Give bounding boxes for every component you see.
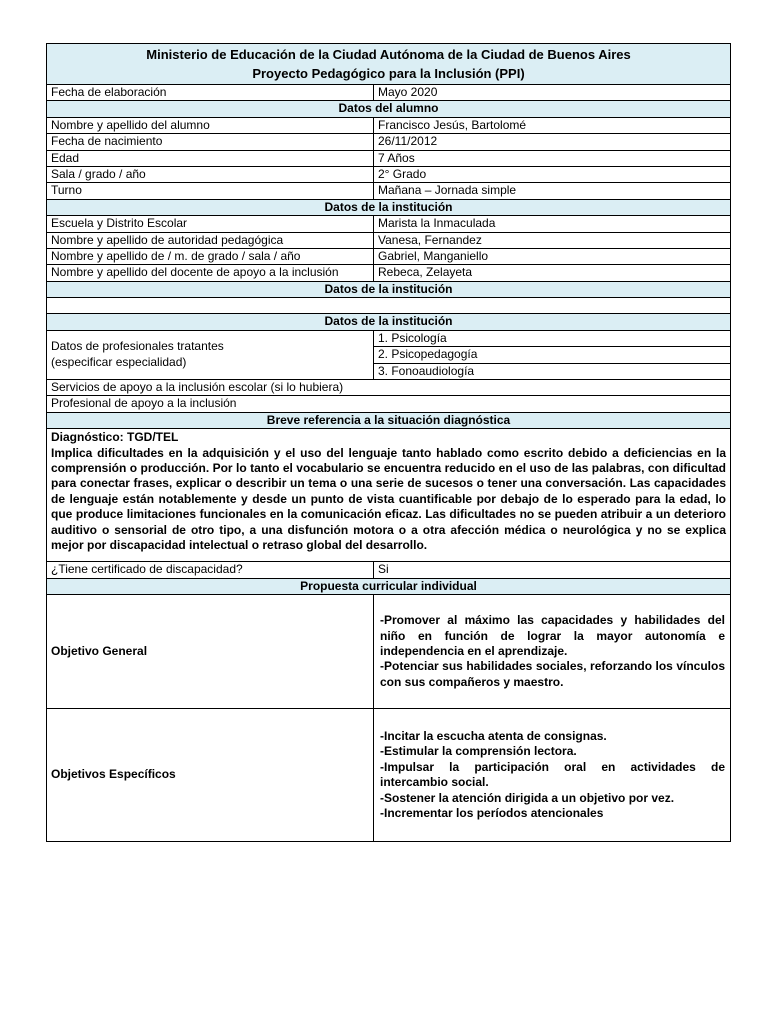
field-label: Fecha de nacimiento: [47, 134, 374, 150]
row-profesional-apoyo: [47, 396, 731, 412]
row-certificado: [47, 562, 731, 578]
profesional-item: 1. Psicología: [374, 330, 731, 346]
field-label: Turno: [47, 183, 374, 199]
objetivo-item: -Incitar la escucha atenta de consignas.: [380, 728, 607, 743]
row-alumno-grado: [47, 167, 731, 183]
objetivo-general-label: Objetivo General: [47, 595, 374, 709]
section-header-institucion-2: [47, 281, 731, 297]
row-docente-apoyo: [47, 265, 731, 281]
objetivos-especificos-content: [374, 709, 731, 842]
section-title: Datos de la institución: [47, 314, 731, 330]
field-value: Rebeca, Zelayeta: [374, 265, 731, 281]
row-servicios: [47, 379, 731, 395]
section-title: Datos de la institución: [47, 199, 731, 215]
field-value: 26/11/2012: [374, 134, 731, 150]
row-maestro: [47, 249, 731, 265]
section-header-alumno: [47, 101, 731, 117]
field-label: Nombre y apellido de / m. de grado / sala / año: [47, 249, 374, 265]
empty-cell: [47, 298, 731, 314]
objetivo-item: -Promover al máximo las capacidades y habilidades del niño en función de lograr la mayor autonomía e independencia en el aprendizaje.: [380, 613, 726, 658]
section-header-institucion: [47, 199, 731, 215]
diagnostico-label: Diagnóstico: TGD/TEL: [51, 430, 179, 445]
objetivo-item: -Incrementar los períodos atencionales: [380, 806, 604, 820]
objetivo-item: -Potenciar sus habilidades sociales, reforzando los vínculos con sus compañeros y maestro.: [380, 659, 726, 689]
row-profesionales-1: [47, 330, 731, 346]
field-label: Escuela y Distrito Escolar: [47, 216, 374, 232]
objetivo-item: -Estimular la comprensión lectora.: [380, 744, 577, 759]
field-value: Mañana – Jornada simple: [374, 183, 731, 199]
row-alumno-edad: [47, 150, 731, 166]
title-line-1: Ministerio de Educación de la Ciudad Autónoma de la Ciudad de Buenos Aires: [146, 47, 631, 62]
row-fecha: [47, 85, 731, 101]
diagnostico-cell: [47, 429, 731, 562]
certificado-value: Si: [374, 562, 731, 578]
profesionales-label-line-1: Datos de profesionales tratantes: [51, 339, 224, 354]
field-value: Marista la Inmaculada: [374, 216, 731, 232]
section-title: Breve referencia a la situación diagnóstica: [47, 412, 731, 428]
field-value: Vanesa, Fernandez: [374, 232, 731, 248]
section-title: Datos de la institución: [47, 281, 731, 297]
row-objetivo-general: [47, 595, 731, 709]
field-value: 2° Grado: [374, 167, 731, 183]
row-objetivos-especificos: [47, 709, 731, 842]
row-autoridad: [47, 232, 731, 248]
ppi-form-table: [46, 43, 731, 842]
ppi-document: [46, 43, 730, 842]
diagnostico-text: Implica dificultades en la adquisición y el uso del lenguaje tanto hablado como escrito debido a deficiencias en la comprensión o producción. Por lo tanto el vocabulario se encuentra reducido en el uso de las palabras, con dificultad para conectar frases, explicar o describir un tema o una serie de sucesos o tener una conversación. Las capacidades de lenguaje están notablemente y desde un punto de vista cuantificable por debajo de lo esperado para la edad, lo que produce limitaciones funcionales en la comunicación eficaz. Las dificultades no se pueden atribuir a un deterioro auditivo o sensorial de otro tipo, a una disfunción motora o a otra afección médica o neurológica y no se explica mejor por discapacidad intelectual o retraso global del desarrollo.: [51, 445, 727, 552]
profesionales-label-line-2: (especificar especialidad): [51, 354, 187, 369]
field-value: 7 Años: [374, 150, 731, 166]
field-label: Edad: [47, 150, 374, 166]
fecha-value: Mayo 2020: [374, 85, 731, 101]
profesional-item: 2. Psicopedagogía: [374, 347, 731, 363]
row-alumno-nacimiento: [47, 134, 731, 150]
row-escuela: [47, 216, 731, 232]
field-label: Nombre y apellido de autoridad pedagógica: [47, 232, 374, 248]
row-alumno-nombre: [47, 117, 731, 133]
objetivo-item: -Sostener la atención dirigida a un objetivo por vez.: [380, 790, 675, 805]
section-header-institucion-3: [47, 314, 731, 330]
section-title: Datos del alumno: [47, 101, 731, 117]
profesional-item: 3. Fonoaudiología: [374, 363, 731, 379]
document-title: [47, 44, 731, 85]
field-label: Nombre y apellido del alumno: [47, 117, 374, 133]
objetivo-general-content: [374, 595, 731, 709]
certificado-label: ¿Tiene certificado de discapacidad?: [47, 562, 374, 578]
title-line-2: Proyecto Pedagógico para la Inclusión (PPI): [252, 66, 525, 81]
field-value: Gabriel, Manganiello: [374, 249, 731, 265]
section-header-diagnostico: [47, 412, 731, 428]
servicios-label: Servicios de apoyo a la inclusión escolar (si lo hubiera): [47, 379, 731, 395]
fecha-label: Fecha de elaboración: [47, 85, 374, 101]
profesional-apoyo-label: Profesional de apoyo a la inclusión: [47, 396, 731, 412]
field-label: Sala / grado / año: [47, 167, 374, 183]
section-header-propuesta: [47, 578, 731, 594]
objetivos-especificos-label: Objetivos Específicos: [47, 709, 374, 842]
row-diagnostico: [47, 429, 731, 562]
document-header: [47, 44, 731, 85]
empty-row: [47, 298, 731, 314]
profesionales-label: [47, 330, 374, 379]
objetivo-item: -Impulsar la participación oral en actividades de intercambio social.: [380, 759, 726, 790]
field-value: Francisco Jesús, Bartolomé: [374, 117, 731, 133]
row-alumno-turno: [47, 183, 731, 199]
field-label: Nombre y apellido del docente de apoyo a la inclusión: [47, 265, 374, 281]
section-title: Propuesta curricular individual: [47, 578, 731, 594]
